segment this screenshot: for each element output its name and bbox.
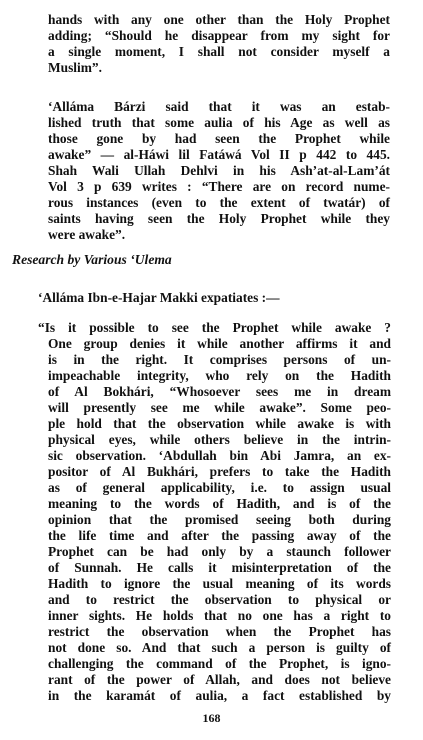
text-line: lished truth that some aulia of his Age as well as bbox=[48, 115, 390, 130]
text-line: awake” — al-Háwi lil Fatáwá Vol II p 442 to 445. bbox=[48, 147, 390, 162]
text-line: those gone by had seen the Prophet while bbox=[48, 131, 390, 146]
text-line: One group denies it while another affirms it and bbox=[48, 336, 391, 351]
text-line: of Sunnah. He calls it misinterpretation of the bbox=[48, 560, 391, 575]
text-line: sic observation. ‘Abdullah bin Abi Jamra, an ex- bbox=[48, 448, 391, 463]
text-line: as of general applicability, i.e. to assign usual bbox=[48, 480, 391, 495]
text-line: hands with any one other than the Holy Prophet bbox=[48, 12, 390, 27]
text-line: positor of Al Bukhári, prefers to take the Hadith bbox=[48, 464, 391, 479]
text-line: inner sights. He holds that no one has a right to bbox=[48, 608, 391, 623]
text-line: will presently see me while awake”. Some peo- bbox=[48, 400, 391, 415]
text-line: were awake”. bbox=[48, 227, 126, 242]
text-line: Muslim”. bbox=[48, 60, 102, 75]
text-line: Prophet can be had only by a staunch follower bbox=[48, 544, 391, 559]
text-line: the life time and after the passing away of the bbox=[48, 528, 391, 543]
text-line: meaning to the words of Hadith, and is of the bbox=[48, 496, 391, 511]
text-line: Hadith to ignore the usual meaning of its words bbox=[48, 576, 391, 591]
text-line: challenging the command of the Prophet, is igno- bbox=[48, 656, 391, 671]
text-line: ple hold that the observation while awake is with bbox=[48, 416, 391, 431]
text-line: and to restrict the observation to physical or bbox=[48, 592, 391, 607]
text-line: impeachable integrity, who rely on the Hadith bbox=[48, 368, 391, 383]
text-line: a single moment, I shall not consider myself a bbox=[48, 44, 390, 59]
text-line: of Al Bokhári, “Whosoever sees me in dream bbox=[48, 384, 391, 399]
section-heading: Research by Various ‘Ulema bbox=[12, 252, 172, 267]
text-line: rous instances (even to the extent of twatár) of bbox=[48, 195, 390, 210]
page-number: 168 bbox=[202, 711, 221, 725]
text-line: is in the right. It comprises persons of un- bbox=[48, 352, 391, 367]
text-line: ‘Alláma Bárzi said that it was an estab- bbox=[48, 99, 390, 114]
text-line: adding; “Should he disappear from my sight for bbox=[48, 28, 390, 43]
intro-line: ‘Alláma Ibn-e-Hajar Makki expatiates :— bbox=[38, 290, 280, 305]
text-line: Shah Wali Ullah Dehlvi in his Ash’at-al-Lam’át bbox=[48, 163, 390, 178]
text-line: not done so. And that such a person is guilty of bbox=[48, 640, 391, 655]
text-line: saints having seen the Holy Prophet while they bbox=[48, 211, 390, 226]
text-line: restrict the observation when the Prophet has bbox=[48, 624, 391, 639]
text-line: rant of the power of Allah, and does not believe bbox=[48, 672, 391, 687]
text-line: physical eyes, while others believe in the intrin- bbox=[48, 432, 391, 447]
text-line: Vol 3 p 639 writes : “There are on record nume- bbox=[48, 179, 390, 194]
text-line: opinion that the promised seeing both during bbox=[48, 512, 391, 527]
text-line: in the karamát of aulia, a fact established by bbox=[48, 688, 391, 703]
text-line: “Is it possible to see the Prophet while awake ? bbox=[38, 320, 391, 335]
